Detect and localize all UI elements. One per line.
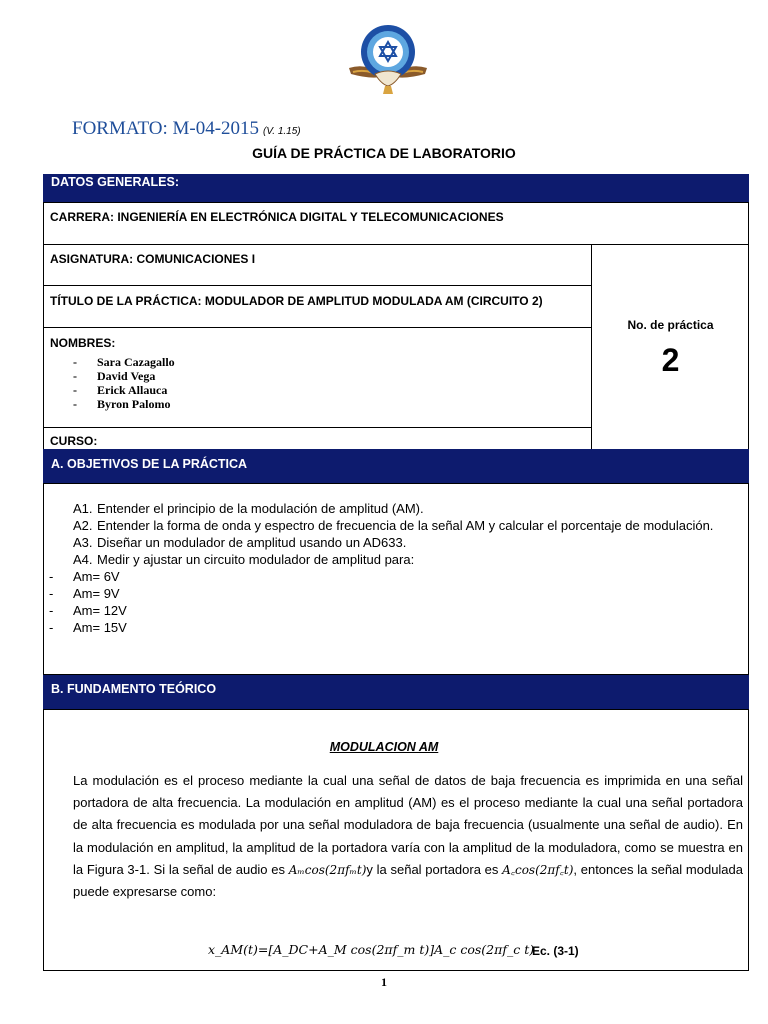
- page-number: 1: [381, 975, 387, 989]
- list-item: A1. Entender el principio de la modulación de amplitud (AM).: [73, 501, 424, 516]
- list-item: A4. Medir y ajustar un circuito modulador de amplitud para:: [73, 552, 415, 567]
- titulo-practica-cell: TÍTULO DE LA PRÁCTICA: MODULADOR DE AMPLITUD MODULADA AM (CIRCUITO 2): [43, 285, 592, 328]
- datos-generales-header: DATOS GENERALES:: [43, 174, 749, 202]
- fundamento-paragraph: La modulación es el proceso mediante la cual una señal de datos de baja frecuencia es imprimida en una señal portadora de alta frecuencia. La modulación en amplitud (AM) es el proceso mediante la cual una señal portadora de alta frecuencia es modulada por una señal moduladora de baja frecuencia (usualmente una señal de audio). En la modulación en amplitud, la amplitud de la portadora varía con la amplitud de la moduladora, como se muestra en la Figura 3-1. Si la señal de audio es Aₘcos(2πfₘt)y la señal portadora es A꜀cos(2πf꜀t), entonces la señal modulada puede expresarse como:: [73, 773, 743, 900]
- no-practica-number: 2: [661, 342, 680, 378]
- formato-code: [72, 118, 301, 140]
- no-practica-label: No. de práctica: [627, 318, 714, 332]
- curso-cell: CURSO:: [43, 427, 592, 450]
- list-item: A3. Diseñar un modulador de amplitud usando un AD633.: [73, 535, 407, 550]
- list-item: - Am= 15V: [49, 620, 127, 635]
- am-equation: x_AM(t)=[A_DC+A_M cos(2πf_m t)]A_c cos(2πf_c t): [208, 942, 535, 957]
- carrera-cell: CARRERA: INGENIERÍA EN ELECTRÓNICA DIGITAL Y TELECOMUNICACIONES: [43, 202, 749, 245]
- document-title: GUÍA DE PRÁCTICA DE LABORATORIO: [252, 145, 516, 161]
- university-logo: [345, 22, 431, 96]
- version-label: (V. 1.15): [263, 126, 301, 137]
- list-item: - David Vega: [73, 369, 156, 383]
- modulacion-title: MODULACION AM: [329, 740, 439, 754]
- list-item: - Am= 6V: [49, 569, 120, 584]
- list-item: A2. Entender la forma de onda y espectro de frecuencia de la señal AM y calcular el porcentaje de modulación.: [73, 518, 714, 533]
- objetivos-list: [49, 500, 743, 636]
- list-item: - Byron Palomo: [73, 397, 171, 411]
- list-item: - Sara Cazagallo: [73, 355, 175, 369]
- list-item: - Am= 12V: [49, 603, 127, 618]
- carrier-signal-formula: A꜀cos(2πf꜀t): [502, 862, 574, 877]
- audio-signal-formula: Aₘcos(2πfₘt): [288, 862, 367, 877]
- equation-reference: Ec. (3-1): [532, 944, 579, 958]
- names-list: [73, 355, 175, 411]
- formato-label: FORMATO: M-04-2015: [72, 118, 260, 139]
- fundamento-header: B. FUNDAMENTO TEÓRICO: [43, 675, 749, 709]
- asignatura-cell: ASIGNATURA: COMUNICACIONES I: [43, 244, 592, 286]
- objetivos-header: A. OBJETIVOS DE LA PRÁCTICA: [43, 449, 749, 483]
- nombres-label: NOMBRES:: [50, 336, 116, 350]
- list-item: - Erick Allauca: [73, 383, 168, 397]
- list-item: - Am= 9V: [49, 586, 120, 601]
